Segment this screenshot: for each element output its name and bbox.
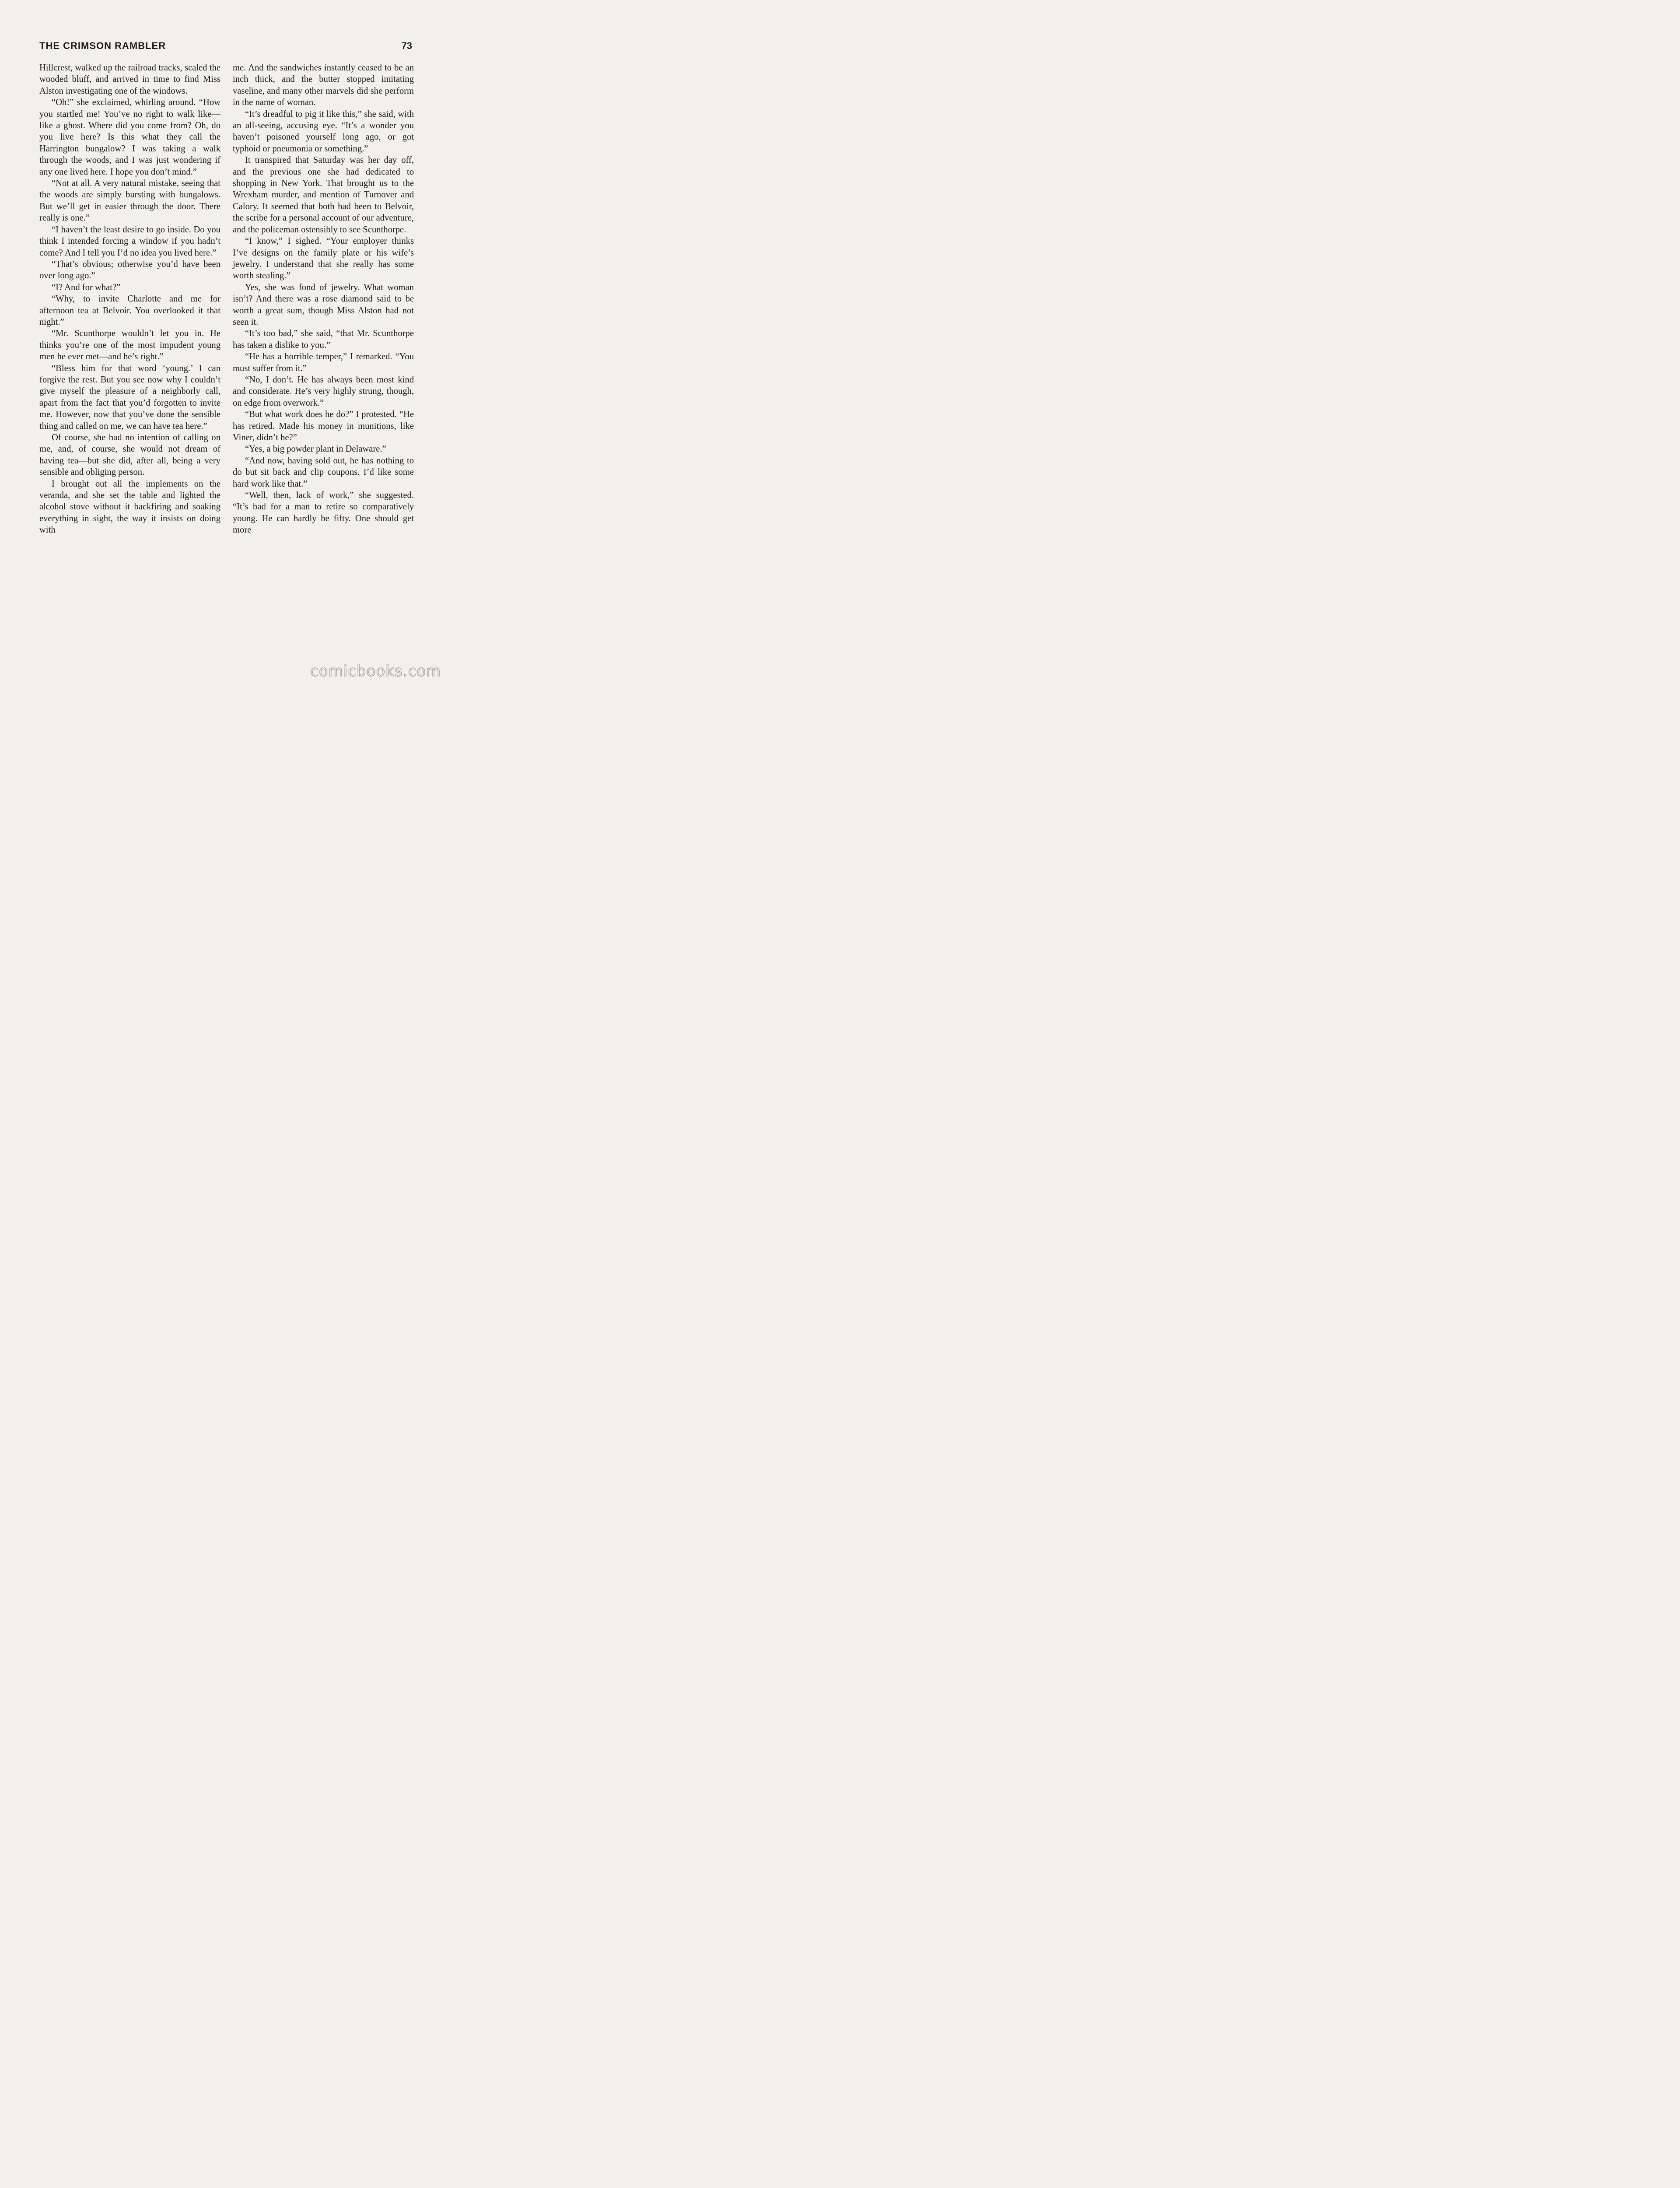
right-column bbox=[233, 62, 414, 536]
paragraph: “Yes, a big powder plant in Delaware.” bbox=[245, 444, 386, 454]
paragraph: “Mr. Scunthorpe wouldn’t let you in. He thinks you’re one of the most impudent young men he ever met—and he’s right.” bbox=[39, 329, 220, 362]
paragraph: “Why, to invite Charlotte and me for afternoon tea at Belvoir. You overlooked it that night.” bbox=[39, 294, 220, 327]
paragraph: Yes, she was fond of jewelry. What woman isn’t? And there was a rose diamond said to be worth a great sum, though Miss Alston had not seen it. bbox=[233, 282, 414, 327]
page-number: 73 bbox=[401, 40, 412, 51]
paragraph: “I? And for what?” bbox=[52, 282, 121, 292]
paragraph: It transpired that Saturday was her day off, and the previous one she had dedicated to shopping in New York. That brought us to the Wrexham murder, and mention of Turnover and Calory. It seemed that both had been to Belvoir, the scribe for a personal account of our adventure, and the policeman ostensibly to see Scunthorpe. bbox=[233, 155, 414, 235]
paragraph: “I haven’t the least desire to go inside. Do you think I intended forcing a window if you hadn’t come? And I tell you I’d no idea you lived here.” bbox=[39, 224, 220, 258]
paragraph: “I know,” I sighed. “Your employer thinks I’ve designs on the family plate or his wife’s jewelry. I understand that she really has some worth stealing.” bbox=[233, 236, 414, 281]
paragraph: “Well, then, lack of work,” she suggested. “It’s bad for a man to retire so comparatively young. He can hardly be fifty. One should get more bbox=[233, 491, 414, 535]
running-head bbox=[39, 40, 412, 56]
journal-title: THE CRIMSON RAMBLER bbox=[39, 40, 166, 51]
watermark: comicbooks.com bbox=[310, 663, 441, 680]
book-page bbox=[0, 0, 452, 686]
paragraph: “Oh!” she exclaimed, whirling around. “How you startled me! You’ve no right to walk like—like a ghost. Where did you come from? Oh, do you live here? Is this what they call the Harrington bungalow? I was taking a walk through the woods, and I was just wondering if any one lived here. I hope you don’t mind.” bbox=[39, 98, 220, 177]
paragraph: “That’s obvious; otherwise you’d have been over long ago.” bbox=[39, 259, 220, 281]
paragraph: Of course, she had no intention of calling on me, and, of course, she would not dream of having tea—but she did, after all, being a very sensible and obliging person. bbox=[39, 433, 220, 477]
paragraph: “Bless him for that word ‘young.’ I can forgive the rest. But you see now why I couldn’t give myself the pleasure of a neighborly call, apart from the fact that you’d forgotten to invite me. However, now that you’ve done the sensible thing and called on me, we can have tea here.” bbox=[39, 363, 220, 431]
paragraph: me. And the sandwiches instantly ceased to be an inch thick, and the butter stopped imitating vaseline, and many other marvels did she perform in the name of woman. bbox=[233, 63, 414, 108]
paragraph: “It’s too bad,” she said, “that Mr. Scunthorpe has taken a dislike to you.” bbox=[233, 329, 414, 350]
left-column bbox=[39, 62, 220, 536]
paragraph: “He has a horrible temper,” I remarked. “You must suffer from it.” bbox=[233, 352, 414, 373]
paragraph: “It’s dreadful to pig it like this,” she said, with an all-seeing, accusing eye. “It’s a wonder you haven’t poisoned yourself long ago, or got typhoid or pneumonia or something.” bbox=[233, 109, 414, 154]
paragraph: “No, I don’t. He has always been most kind and considerate. He’s very highly strung, though, on edge from overwork.” bbox=[233, 375, 414, 408]
paragraph: “And now, having sold out, he has nothing to do but sit back and clip coupons. I’d like some hard work like that.” bbox=[233, 456, 414, 489]
paragraph: “But what work does he do?” I protested. “He has retired. Made his money in munitions, like Viner, didn’t he?” bbox=[233, 410, 414, 442]
paragraph: I brought out all the implements on the veranda, and she set the table and lighted the alcohol stove without it backfiring and soaking everything in sight, the way it insists on doing with bbox=[39, 479, 220, 535]
paragraph: Hillcrest, walked up the railroad tracks, scaled the wooded bluff, and arrived in time to find Miss Alston investigating one of the windows. bbox=[39, 63, 220, 96]
paragraph: “Not at all. A very natural mistake, seeing that the woods are simply bursting with bungalows. But we’ll get in easier through the door. There really is one.” bbox=[39, 179, 220, 223]
